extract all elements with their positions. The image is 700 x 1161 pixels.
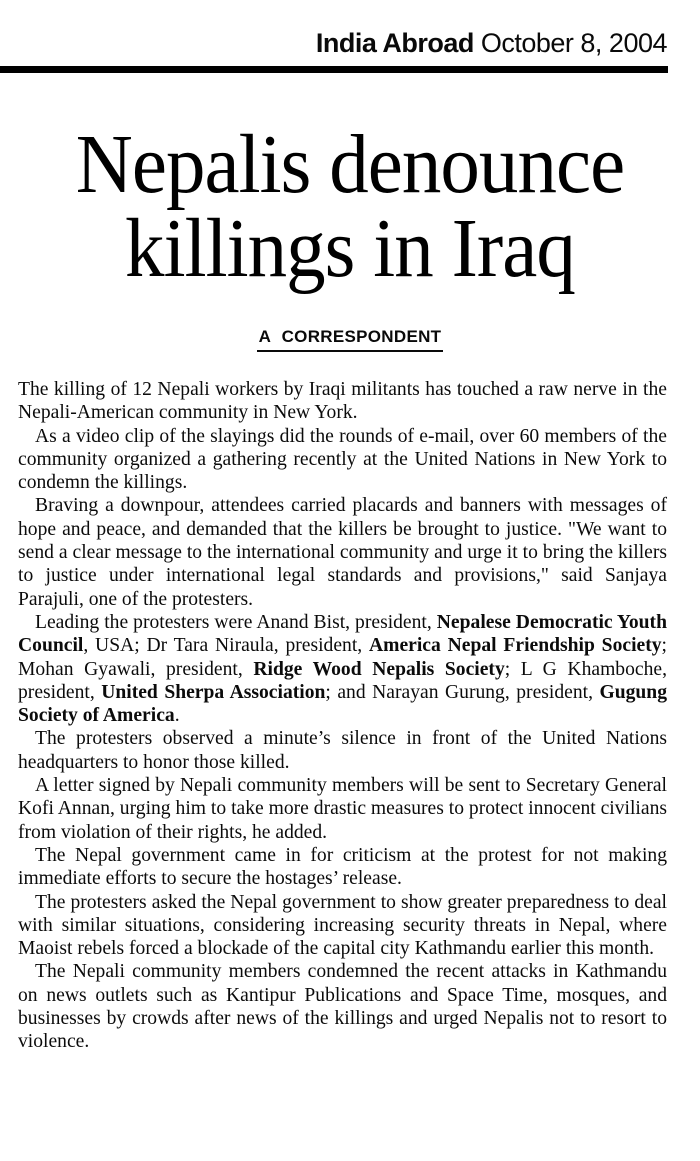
headline-line-2: killings in Iraq (125, 202, 575, 295)
paragraph-text: Braving a downpour, attendees carried placards and banners with messages of hope and peace, and demanded that the killers be brought to justice. "We want to send a clear message to the international community and urge it to bring the killers to justice under international legal standards and provisions," said Sanjaya Parajuli, one of the protesters. (18, 495, 667, 610)
article-headline (21, 118, 679, 295)
paragraph-text: ; and Narayan Gurung, president, (325, 681, 600, 703)
paragraph-text: , USA; Dr Tara Niraula, president, (83, 635, 369, 657)
paragraph-text: The killing of 12 Nepali workers by Iraqi militants has touched a raw nerve in the Nepali-American community in New York. (18, 379, 667, 424)
article-paragraph (18, 727, 667, 774)
paragraph-text: . (174, 705, 180, 727)
headline-line-1: Nepalis denounce (75, 118, 625, 211)
article-paragraph (18, 960, 667, 1053)
article-paragraph (18, 891, 667, 961)
issue-date: October 8, 2004 (480, 28, 667, 58)
organization-name: Nepalese Democratic Youth Council (18, 611, 667, 657)
byline-wrap (0, 327, 700, 352)
article-paragraph (18, 494, 667, 610)
organization-name: Ridge Wood Nepalis Society (253, 658, 505, 680)
paragraph-text: The protesters asked the Nepal government to show greater preparedness to deal with similar situations, considering increasing security threats in Nepal, where Maoist rebels forced a blockade of the capital city Kathmandu earlier this month. (18, 891, 667, 960)
organization-name: United Sherpa Association (101, 681, 326, 703)
article-paragraph (18, 774, 667, 844)
article-paragraph (18, 378, 667, 425)
organization-name: America Nepal Friendship Society (368, 635, 662, 657)
paragraph-text: ; L G Khamboche, president, (18, 658, 667, 703)
article-paragraph (18, 425, 667, 495)
article-paragraph (18, 611, 667, 727)
article-paragraph (18, 844, 667, 891)
publication-name: India Abroad (315, 28, 474, 58)
organization-name: Gugung Society of America (18, 681, 667, 727)
paragraph-text: The Nepal government came in for criticism at the protest for not making immediate efforts to secure the hostages’ release. (18, 844, 667, 890)
byline: A CORRESPONDENT (257, 327, 444, 352)
paragraph-text: As a video clip of the slayings did the rounds of e-mail, over 60 members of the community organized a gathering recently at the United Nations in New York to condemn the killings. (18, 425, 667, 494)
paragraph-text: ; Mohan Gyawali, president, (18, 635, 667, 680)
masthead-rule (0, 66, 668, 73)
paragraph-text: A letter signed by Nepali community members will be sent to Secretary General Kofi Annan, urging him to take more drastic measures to protect innocent civilians from violation of their rights, he added. (18, 775, 667, 843)
paragraph-text: The Nepali community members condemned the recent attacks in Kathmandu on news outlets such as Kantipur Publications and Space Time, mosques, and businesses by crowds after news of the killings and urged Nepalis not to resort to violence. (18, 961, 667, 1053)
masthead (0, 0, 667, 58)
article-body (18, 378, 667, 1054)
paragraph-text: The protesters observed a minute’s silence in front of the United Nations headquarters to honor those killed. (18, 728, 667, 773)
paragraph-text: Leading the protesters were Anand Bist, president, (35, 611, 437, 633)
